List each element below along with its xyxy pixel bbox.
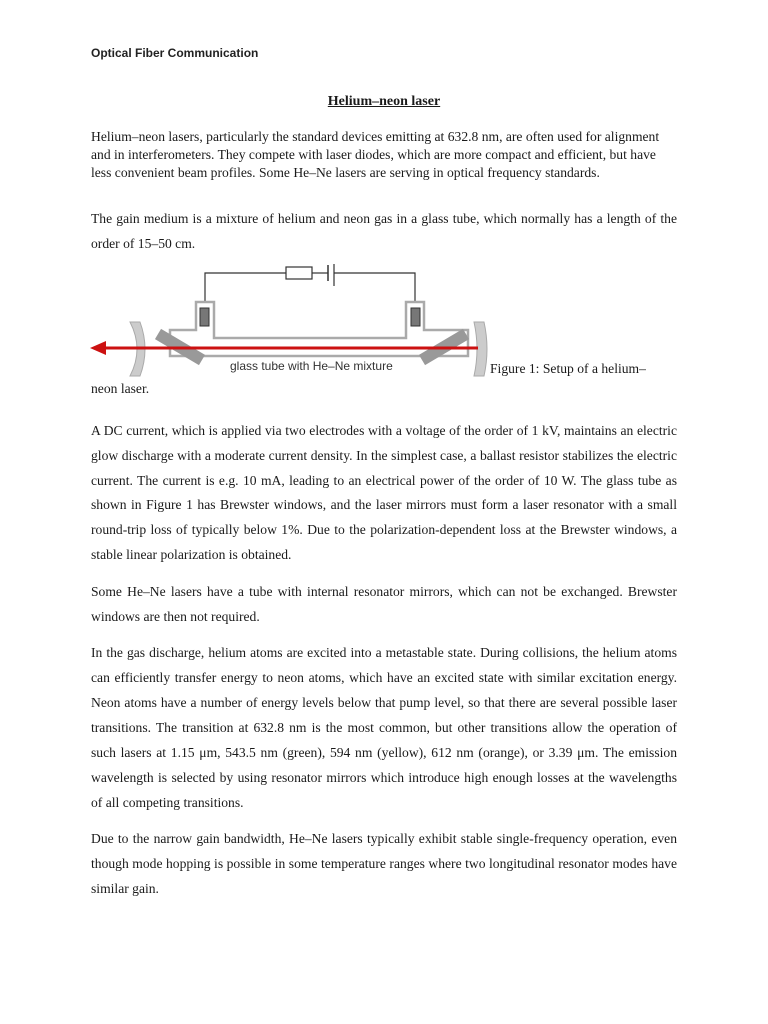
paragraph-gain-medium: The gain medium is a mixture of helium and neon gas in a glass tube, which normally has a length of the order of 15–50 cm. [91, 211, 677, 251]
electrode-right [411, 308, 420, 326]
dc-source-icon [328, 264, 334, 286]
electrode-left [200, 308, 209, 326]
paragraph-intro: Helium–neon lasers, particularly the standard devices emitting at 632.8 nm, are often used for alignment and in interferometers. They compete with laser diodes, which are more compact and efficient, but have less convenient beam profiles. Some He–Ne lasers are serving in optical frequency standards. [91, 129, 660, 180]
beam-arrow-icon [90, 341, 106, 355]
document-title: Helium–neon laser [327, 94, 441, 109]
running-header: Optical Fiber Communication [91, 46, 259, 60]
paragraph-dc-current: A DC current, which is applied via two electrodes with a voltage of the order of 1 kV, maintains an electric glow discharge with a moderate current density. In the simplest case, a ballast resistor stabilizes the electric current. The current is e.g. 10 mA, leading to an electrical power of the order of 10 W. The glass tube as shown in Figure 1 has Brewster windows, and the laser mirrors must form a laser resonator with a small round-trip loss of typically below 1%. Due to the polarization-dependent loss at the Brewster windows, a stable linear polarization is obtained. [91, 423, 677, 562]
tube-label: glass tube with He–Ne mixture [230, 359, 393, 373]
laser-setup-figure [88, 264, 492, 378]
paragraph-gain-bandwidth: Due to the narrow gain bandwidth, He–Ne lasers typically exhibit stable single-frequency operation, even though mode hopping is possible in some temperature ranges where two longitudinal resonator modes have similar gain. [91, 831, 677, 896]
ballast-resistor [286, 267, 312, 279]
figure-caption: Figure 1: Setup of a helium– [490, 361, 646, 376]
paragraph-gas-discharge: In the gas discharge, helium atoms are excited into a metastable state. During collisions, the helium atoms can efficiently transfer energy to neon atoms, which have an excited state with similar excitation energy. Neon atoms have a number of energy levels below that pump level, so that there are several possible laser transitions. The transition at 632.8 nm is the most common, but other transitions allow the operation of such lasers at 1.15 μm, 543.5 nm (green), 594 nm (yellow), 612 nm (orange), or 3.39 μm. The emission wavelength is selected by using resonator mirrors which introduce high enough losses at the wavelengths of all competing transitions. [91, 645, 677, 810]
paragraph-internal-mirrors: Some He–Ne lasers have a tube with internal resonator mirrors, which can not be exchanged. Brewster windows are then not required. [91, 584, 677, 624]
figure-caption-continued: neon laser. [91, 381, 150, 396]
